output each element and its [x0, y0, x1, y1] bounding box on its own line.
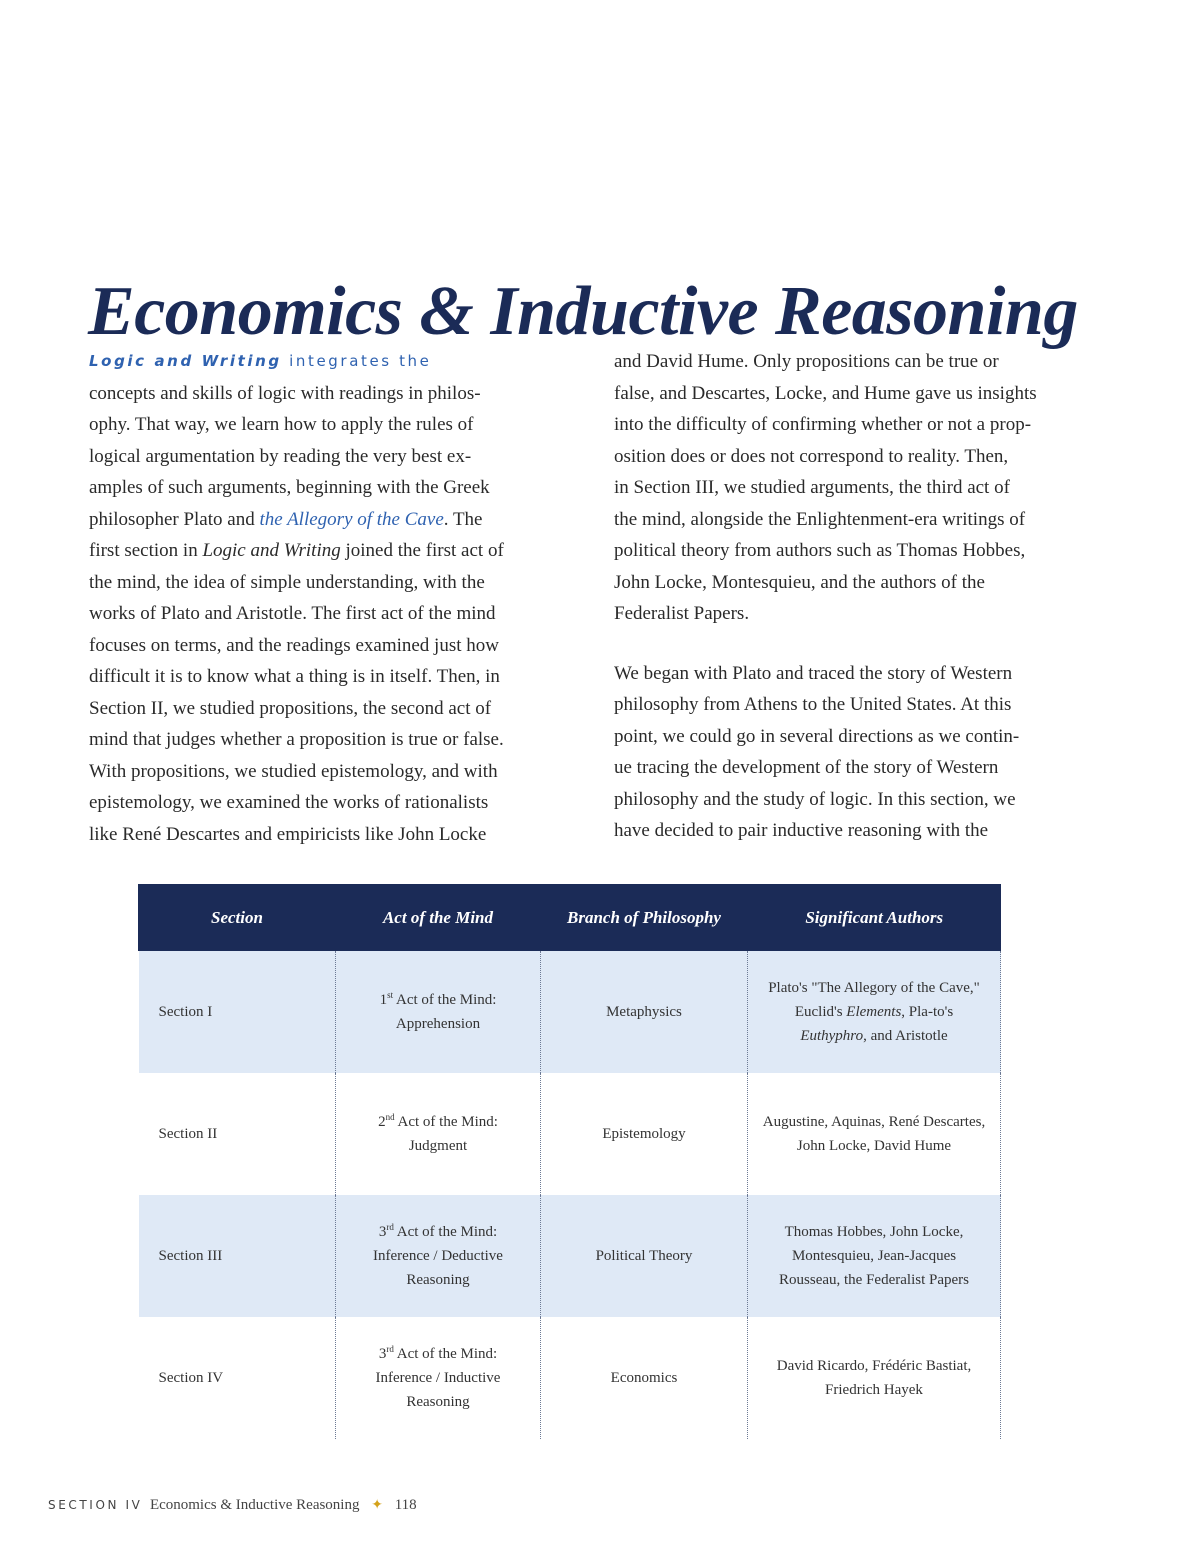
page-title: Economics & Inductive Reasoning — [88, 272, 1078, 350]
table-row — [139, 1073, 1001, 1195]
text-line: focuses on terms, and the readings examined just how — [89, 634, 499, 656]
cell-act — [336, 951, 541, 1073]
lead-in-rest: integrates the — [281, 352, 432, 370]
allegory-link[interactable]: the Allegory of the Cave — [259, 508, 444, 530]
acts-of-mind-table — [138, 884, 1001, 1439]
table-header-row — [139, 884, 1001, 951]
diamond-star-icon: ✦ — [371, 1498, 383, 1513]
text-line: philosophy from Athens to the United States. At this — [614, 694, 1012, 715]
act-name: Apprehension — [395, 1016, 481, 1032]
text-line: false, and Descartes, Locke, and Hume gave us insights — [614, 382, 1037, 404]
text-line — [89, 504, 579, 536]
text-line: We began with Plato and traced the story of Western — [614, 662, 1013, 684]
text-line: mind that judges whether a proposition is true or false. — [89, 729, 504, 750]
authors-work-italic: Euthyphro — [800, 1028, 864, 1044]
cell-section: Section IV — [139, 1317, 336, 1439]
text-line: in Section III, we studied arguments, the third act of — [614, 477, 1010, 498]
act-ordinal: rd — [386, 1344, 394, 1354]
paragraph-continuation — [614, 346, 1104, 630]
page-footer — [48, 1497, 417, 1514]
cell-section: Section I — [139, 951, 336, 1073]
act-ordinal: nd — [385, 1112, 395, 1122]
text-line: philosophy and the study of logic. In this section, we — [614, 788, 1016, 810]
cell-branch: Epistemology — [541, 1073, 748, 1195]
text-line: difficult it is to know what a thing is in itself. Then, in — [89, 666, 500, 687]
text-fragment: joined the first act of — [340, 540, 504, 561]
act-number: 3 — [378, 1346, 387, 1362]
header-section: Section — [139, 884, 336, 951]
authors-text: , Pla-to's — [901, 1004, 954, 1020]
cell-section: Section II — [139, 1073, 336, 1195]
text-line: political theory from authors such as Thomas Hobbes, — [614, 540, 1026, 561]
text-line: logical argumentation by reading the very best ex- — [89, 445, 472, 467]
act-number: 2 — [378, 1114, 386, 1130]
lead-in — [89, 346, 579, 378]
cell-branch: Economics — [541, 1317, 748, 1439]
text-line: concepts and skills of logic with readings in philos- — [89, 382, 481, 404]
paragraph-second — [614, 658, 1104, 847]
text-line — [89, 535, 579, 567]
text-line: epistemology, we examined the works of rationalists — [89, 792, 489, 813]
act-name: Inference / Inductive Reasoning — [375, 1370, 501, 1410]
intro-paragraph — [89, 346, 579, 850]
cell-authors: Thomas Hobbes, John Locke, Montesquieu, Jean-Jacques Rousseau, the Federalist Papers — [748, 1195, 1001, 1317]
text-line: into the difficulty of confirming whether or not a prop- — [614, 414, 1032, 435]
cell-act — [336, 1195, 541, 1317]
text-line: works of Plato and Aristotle. The first act of the mind — [89, 603, 496, 624]
authors-text: , and Aristotle — [863, 1028, 948, 1044]
cell-authors: Augustine, Aquinas, René Descartes, John Locke, David Hume — [748, 1073, 1001, 1195]
cell-authors: David Ricardo, Frédéric Bastiat, Friedrich Hayek — [748, 1317, 1001, 1439]
page-number: 118 — [394, 1497, 417, 1513]
act-label: Act of the Mind: — [394, 1114, 498, 1130]
text-line: amples of such arguments, beginning with the Greek — [89, 477, 490, 498]
right-column — [614, 346, 1104, 847]
footer-section-label: SECTION IV — [48, 1498, 143, 1512]
cell-section: Section III — [139, 1195, 336, 1317]
text-line: ue tracing the development of the story of Western — [614, 757, 999, 778]
authors-work-italic: Elements — [846, 1004, 902, 1020]
header-act-of-mind: Act of the Mind — [336, 884, 541, 951]
left-column — [89, 346, 579, 850]
text-fragment: philosopher Plato and — [89, 508, 260, 530]
text-line: point, we could go in several directions as we contin- — [614, 725, 1020, 747]
act-label: Act of the Mind: — [393, 1224, 498, 1240]
act-name: Inference / Deductive Reasoning — [373, 1248, 503, 1288]
text-line: have decided to pair inductive reasoning with the — [614, 820, 989, 841]
act-ordinal: st — [387, 990, 394, 1000]
cell-act — [336, 1317, 541, 1439]
cell-branch: Metaphysics — [541, 951, 748, 1073]
text-line: ophy. That way, we learn how to apply the rules of — [89, 414, 474, 435]
act-name: Judgment — [408, 1138, 468, 1154]
footer-running-title: Economics & Inductive Reasoning — [149, 1497, 360, 1513]
act-label: Act of the Mind: — [393, 1346, 498, 1362]
text-fragment: . The — [443, 508, 483, 530]
text-line: John Locke, Montesquieu, and the authors of the — [614, 571, 985, 593]
text-line: With propositions, we studied epistemology, and with — [89, 760, 498, 782]
act-number: 3 — [378, 1224, 387, 1240]
text-line: and David Hume. Only propositions can be true or — [614, 351, 999, 372]
text-line: Section II, we studied propositions, the second act of — [89, 697, 492, 719]
cell-act — [336, 1073, 541, 1195]
text-line: the mind, alongside the Enlightenment-era writings of — [614, 508, 1026, 530]
text-fragment: first section in — [89, 540, 203, 561]
authors-text: Plato's "The Allegory of the Cave," Euclid's — [768, 980, 980, 1020]
text-line: Federalist Papers. — [614, 603, 750, 624]
table-row — [139, 1317, 1001, 1439]
table-row — [139, 951, 1001, 1073]
act-ordinal: rd — [386, 1222, 394, 1232]
text-line: osition does or does not correspond to reality. Then, — [614, 445, 1009, 467]
book-title-italic: Logic and Writing — [202, 540, 341, 561]
act-number: 1 — [379, 992, 388, 1008]
table-row — [139, 1195, 1001, 1317]
cell-authors — [748, 951, 1001, 1073]
text-line: the mind, the idea of simple understanding, with the — [89, 571, 485, 593]
cell-branch: Political Theory — [541, 1195, 748, 1317]
lead-in-book-title: Logic and Writing — [89, 352, 282, 370]
header-branch: Branch of Philosophy — [541, 884, 748, 951]
text-line: like René Descartes and empiricists like John Locke — [89, 823, 487, 845]
header-authors: Significant Authors — [748, 884, 1001, 951]
act-label: Act of the Mind: — [393, 992, 497, 1008]
